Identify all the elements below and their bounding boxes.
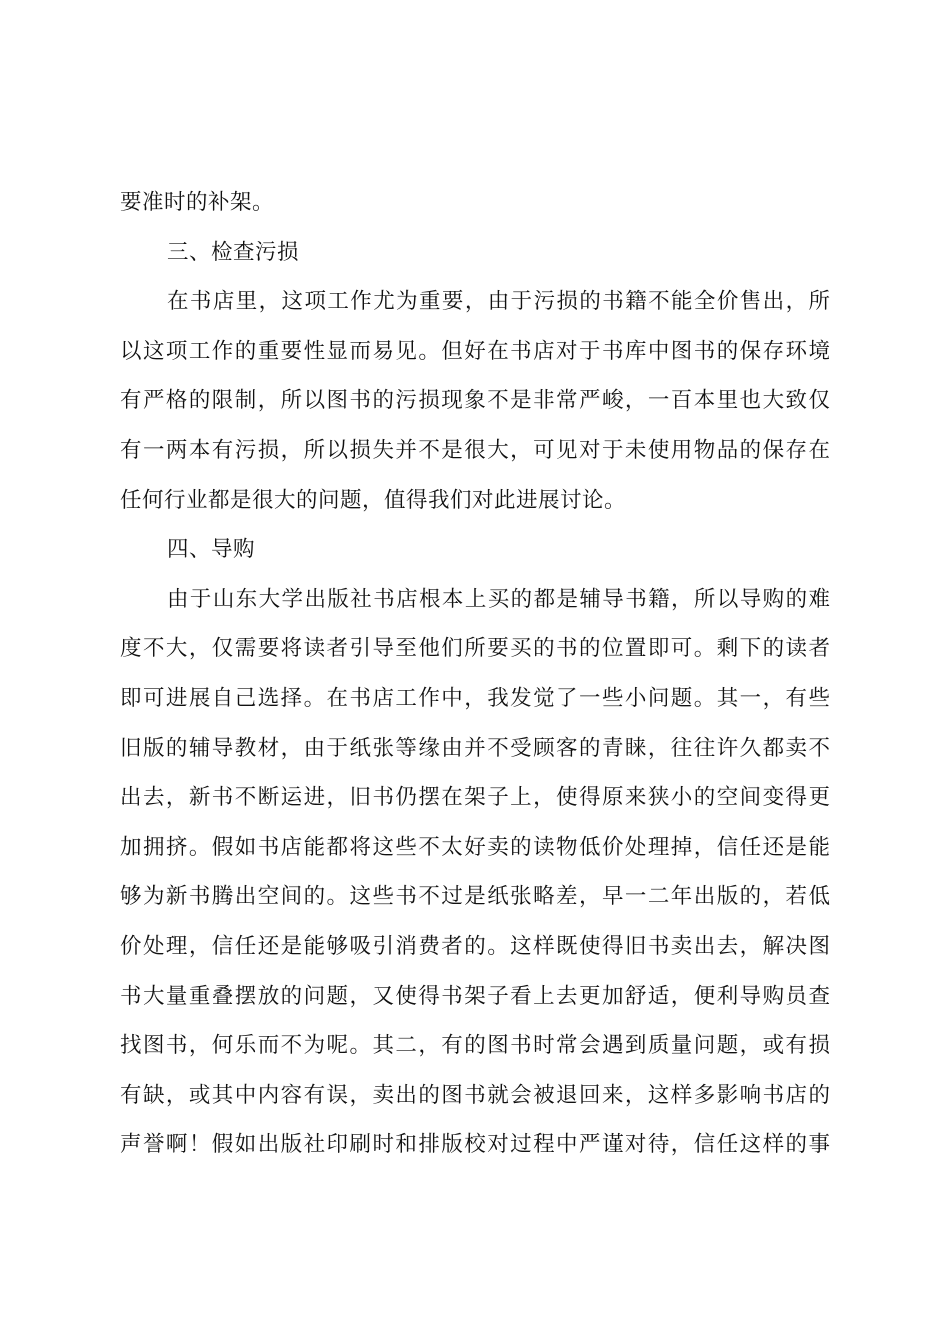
section-heading-inspect-damage: 三、检查污损 (167, 239, 300, 265)
paragraph-line: 有缺，或其中内容有误，卖出的图书就会被退回来，这样多影响书店的 (120, 1082, 830, 1108)
document-body (120, 178, 830, 1170)
paragraph-line: 即可进展自己选择。在书店工作中，我发觉了一些小问题。其一，有些 (120, 685, 830, 711)
paragraph-line: 任何行业都是很大的问题，值得我们对此进展讨论。 (120, 487, 627, 513)
paragraph-line: 出去，新书不断运进，旧书仍摆在架子上，使得原来狭小的空间变得更 (120, 785, 830, 811)
paragraph-line: 声誉啊！假如出版社印刷时和排版校对过程中严谨对待，信任这样的事 (120, 1132, 830, 1158)
section-heading-shopping-guide: 四、导购 (167, 537, 256, 563)
paragraph-line: 旧版的辅导教材，由于纸张等缘由并不受顾客的青睐，往往许久都卖不 (120, 735, 830, 761)
paragraph-line: 够为新书腾出空间的。这些书不过是纸张略差，早一二年出版的，若低 (120, 884, 830, 910)
paragraph-line: 书大量重叠摆放的问题，又使得书架子看上去更加舒适，便利导购员查 (120, 983, 830, 1009)
paragraph-line: 加拥挤。假如书店能都将这些不太好卖的读物低价处理掉，信任还是能 (120, 834, 830, 860)
paragraph-line: 找图书，何乐而不为呢。其二，有的图书时常会遇到质量问题，或有损 (120, 1033, 830, 1059)
paragraph-line: 在书店里，这项工作尤为重要，由于污损的书籍不能全价售出，所 (167, 289, 830, 315)
paragraph-line: 有一两本有污损，所以损失并不是很大，可见对于未使用物品的保存在 (120, 437, 830, 463)
paragraph-line: 度不大，仅需要将读者引导至他们所要买的书的位置即可。剩下的读者 (120, 636, 830, 662)
paragraph-line: 有严格的限制，所以图书的污损现象不是非常严峻，一百本里也大致仅 (120, 388, 830, 414)
paragraph-line: 由于山东大学出版社书店根本上买的都是辅导书籍，所以导购的难 (167, 586, 830, 612)
paragraph-line: 要准时的补架。 (120, 190, 275, 215)
paragraph-line: 价处理，信任还是能够吸引消费者的。这样既使得旧书卖出去，解决图 (120, 933, 830, 959)
paragraph-line: 以这项工作的重要性显而易见。但好在书店对于书库中图书的保存环境 (120, 338, 830, 364)
